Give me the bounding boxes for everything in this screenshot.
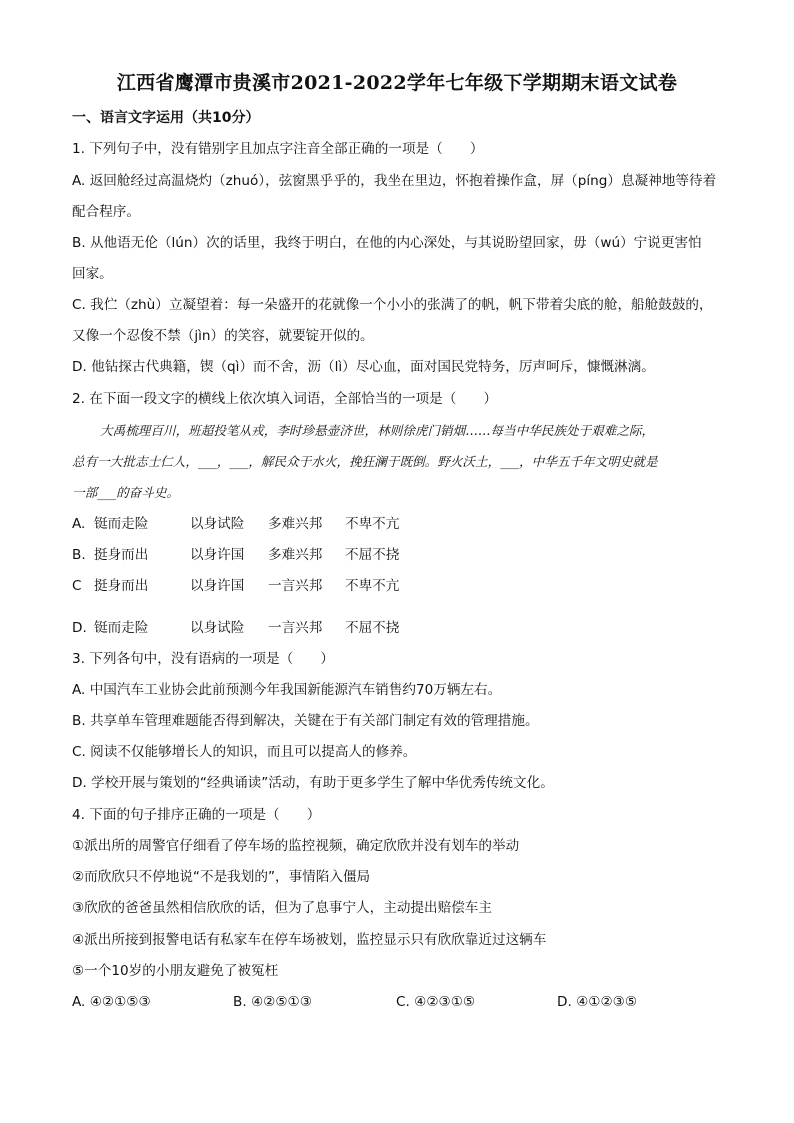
option-word: 铤而走险 [94, 620, 149, 636]
q2-passage-line-1: 大禹梳理百川，班超投笔从戎，李时珍悬壶济世，林则徐虎门销烟……每当中华民族处于艰难之际， [100, 423, 655, 438]
q1-option-b-cont: 回家。 [72, 266, 113, 282]
option-word: 不卑不亢 [345, 516, 400, 532]
q4-stem: 4. 下面的句子排序正确的一项是（ ） [72, 807, 321, 823]
option-label: D. [72, 620, 87, 636]
q1-stem: 1. 下列句子中，没有错别字且加点字注音全部正确的一项是（ ） [72, 141, 484, 157]
q4-sentence-4: ④派出所接到报警电话有私家车在停车场被划，监控显示只有欣欣靠近过这辆车 [72, 932, 547, 948]
q1-option-a-cont: 配合程序。 [72, 204, 140, 220]
q4-option-b: B. ④②⑤①③ [233, 994, 312, 1010]
exam-title: 江西省鹰潭市贵溪市2021-2022学年七年级下学期期末语文试卷 [116, 72, 678, 94]
option-label: B. [72, 547, 86, 563]
option-word: 以身许国 [190, 578, 245, 594]
q1-option-c: C. 我伫（zhù）立凝望着：每一朵盛开的花就像一个小小的张满了的帆，帆下带着尖底的舱，船舱鼓鼓的， [72, 297, 713, 313]
q4-sentence-2: ②而欣欣只不停地说“不是我划的”，事情陷入僵局 [72, 869, 371, 885]
q4-option-a: A. ④②①⑤③ [72, 994, 151, 1010]
q4-option-d: D. ④①②③⑤ [557, 994, 638, 1010]
option-word: 以身试险 [190, 516, 245, 532]
option-word: 以身许国 [190, 547, 245, 563]
option-label: A. [72, 516, 86, 532]
option-word: 不屈不挠 [345, 547, 400, 563]
q1-option-b: B. 从他语无伦（lún）次的话里，我终于明白，在他的内心深处，与其说盼望回家，毋（wú）宁说更害怕 [72, 235, 702, 251]
option-word: 铤而走险 [94, 516, 149, 532]
q2-option-b [72, 545, 732, 565]
q3-option-a: A. 中国汽车工业协会此前预测今年我国新能源汽车销售约70万辆左右。 [72, 682, 502, 698]
option-word: 一言兴邦 [268, 620, 323, 636]
option-word: 挺身而出 [94, 578, 149, 594]
option-word: 不屈不挠 [345, 620, 400, 636]
q4-sentence-5: ⑤一个10岁的小朋友避免了被冤枉 [72, 963, 279, 979]
option-word: 不卑不亢 [345, 578, 400, 594]
q4-sentence-1: ①派出所的周警官仔细看了停车场的监控视频，确定欣欣并没有划车的举动 [72, 838, 520, 854]
q3-option-d: D. 学校开展与策划的“经典诵读”活动，有助于更多学生了解中华优秀传统文化。 [72, 775, 554, 791]
q1-option-a: A. 返回舱经过高温烧灼（zhuó），弦窗黑乎乎的，我坐在里边，怀抱着操作盒，屏（píng）息凝神地等待着 [72, 173, 717, 189]
option-word: 一言兴邦 [268, 578, 323, 594]
q2-option-a [72, 514, 732, 534]
q3-stem: 3. 下列各句中，没有语病的一项是（ ） [72, 651, 334, 667]
q1-option-c-cont: 又像一个忍俊不禁（jìn）的笑容，就要锭开似的。 [72, 328, 374, 344]
option-word: 以身试险 [190, 620, 245, 636]
option-word: 挺身而出 [94, 547, 149, 563]
q1-option-d: D. 他钻探古代典籍，锲（qì）而不舍，沥（lì）尽心血，面对国民党特务，厉声呵斥，慷慨淋漓。 [72, 359, 655, 375]
q2-passage-line-2: 总有一大批志士仁人，___，___，解民众于水火，挽狂澜于既倒。野火沃土，___，中华五千年文明史就是 [72, 454, 658, 469]
section-heading: 一、语言文字运用（共10分） [72, 110, 260, 126]
option-label: C [72, 578, 82, 594]
q3-option-c: C. 阅读不仅能够增长人的知识，而且可以提高人的修养。 [72, 744, 417, 760]
option-word: 多难兴邦 [268, 516, 323, 532]
q4-option-c: C. ④②③①⑤ [396, 994, 476, 1010]
q2-passage-line-3: 一部___的奋斗史。 [72, 485, 180, 500]
q4-sentence-3: ③欣欣的爸爸虽然相信欣欣的话，但为了息事宁人，主动提出赔偿车主 [72, 900, 492, 916]
q2-option-c [72, 576, 732, 596]
q2-option-d [72, 618, 732, 638]
q2-stem: 2. 在下面一段文字的横线上依次填入词语，全部恰当的一项是（ ） [72, 391, 498, 407]
q3-option-b: B. 共享单车管理难题能否得到解决，关键在于有关部门制定有效的管理措施。 [72, 713, 539, 729]
option-word: 多难兴邦 [268, 547, 323, 563]
